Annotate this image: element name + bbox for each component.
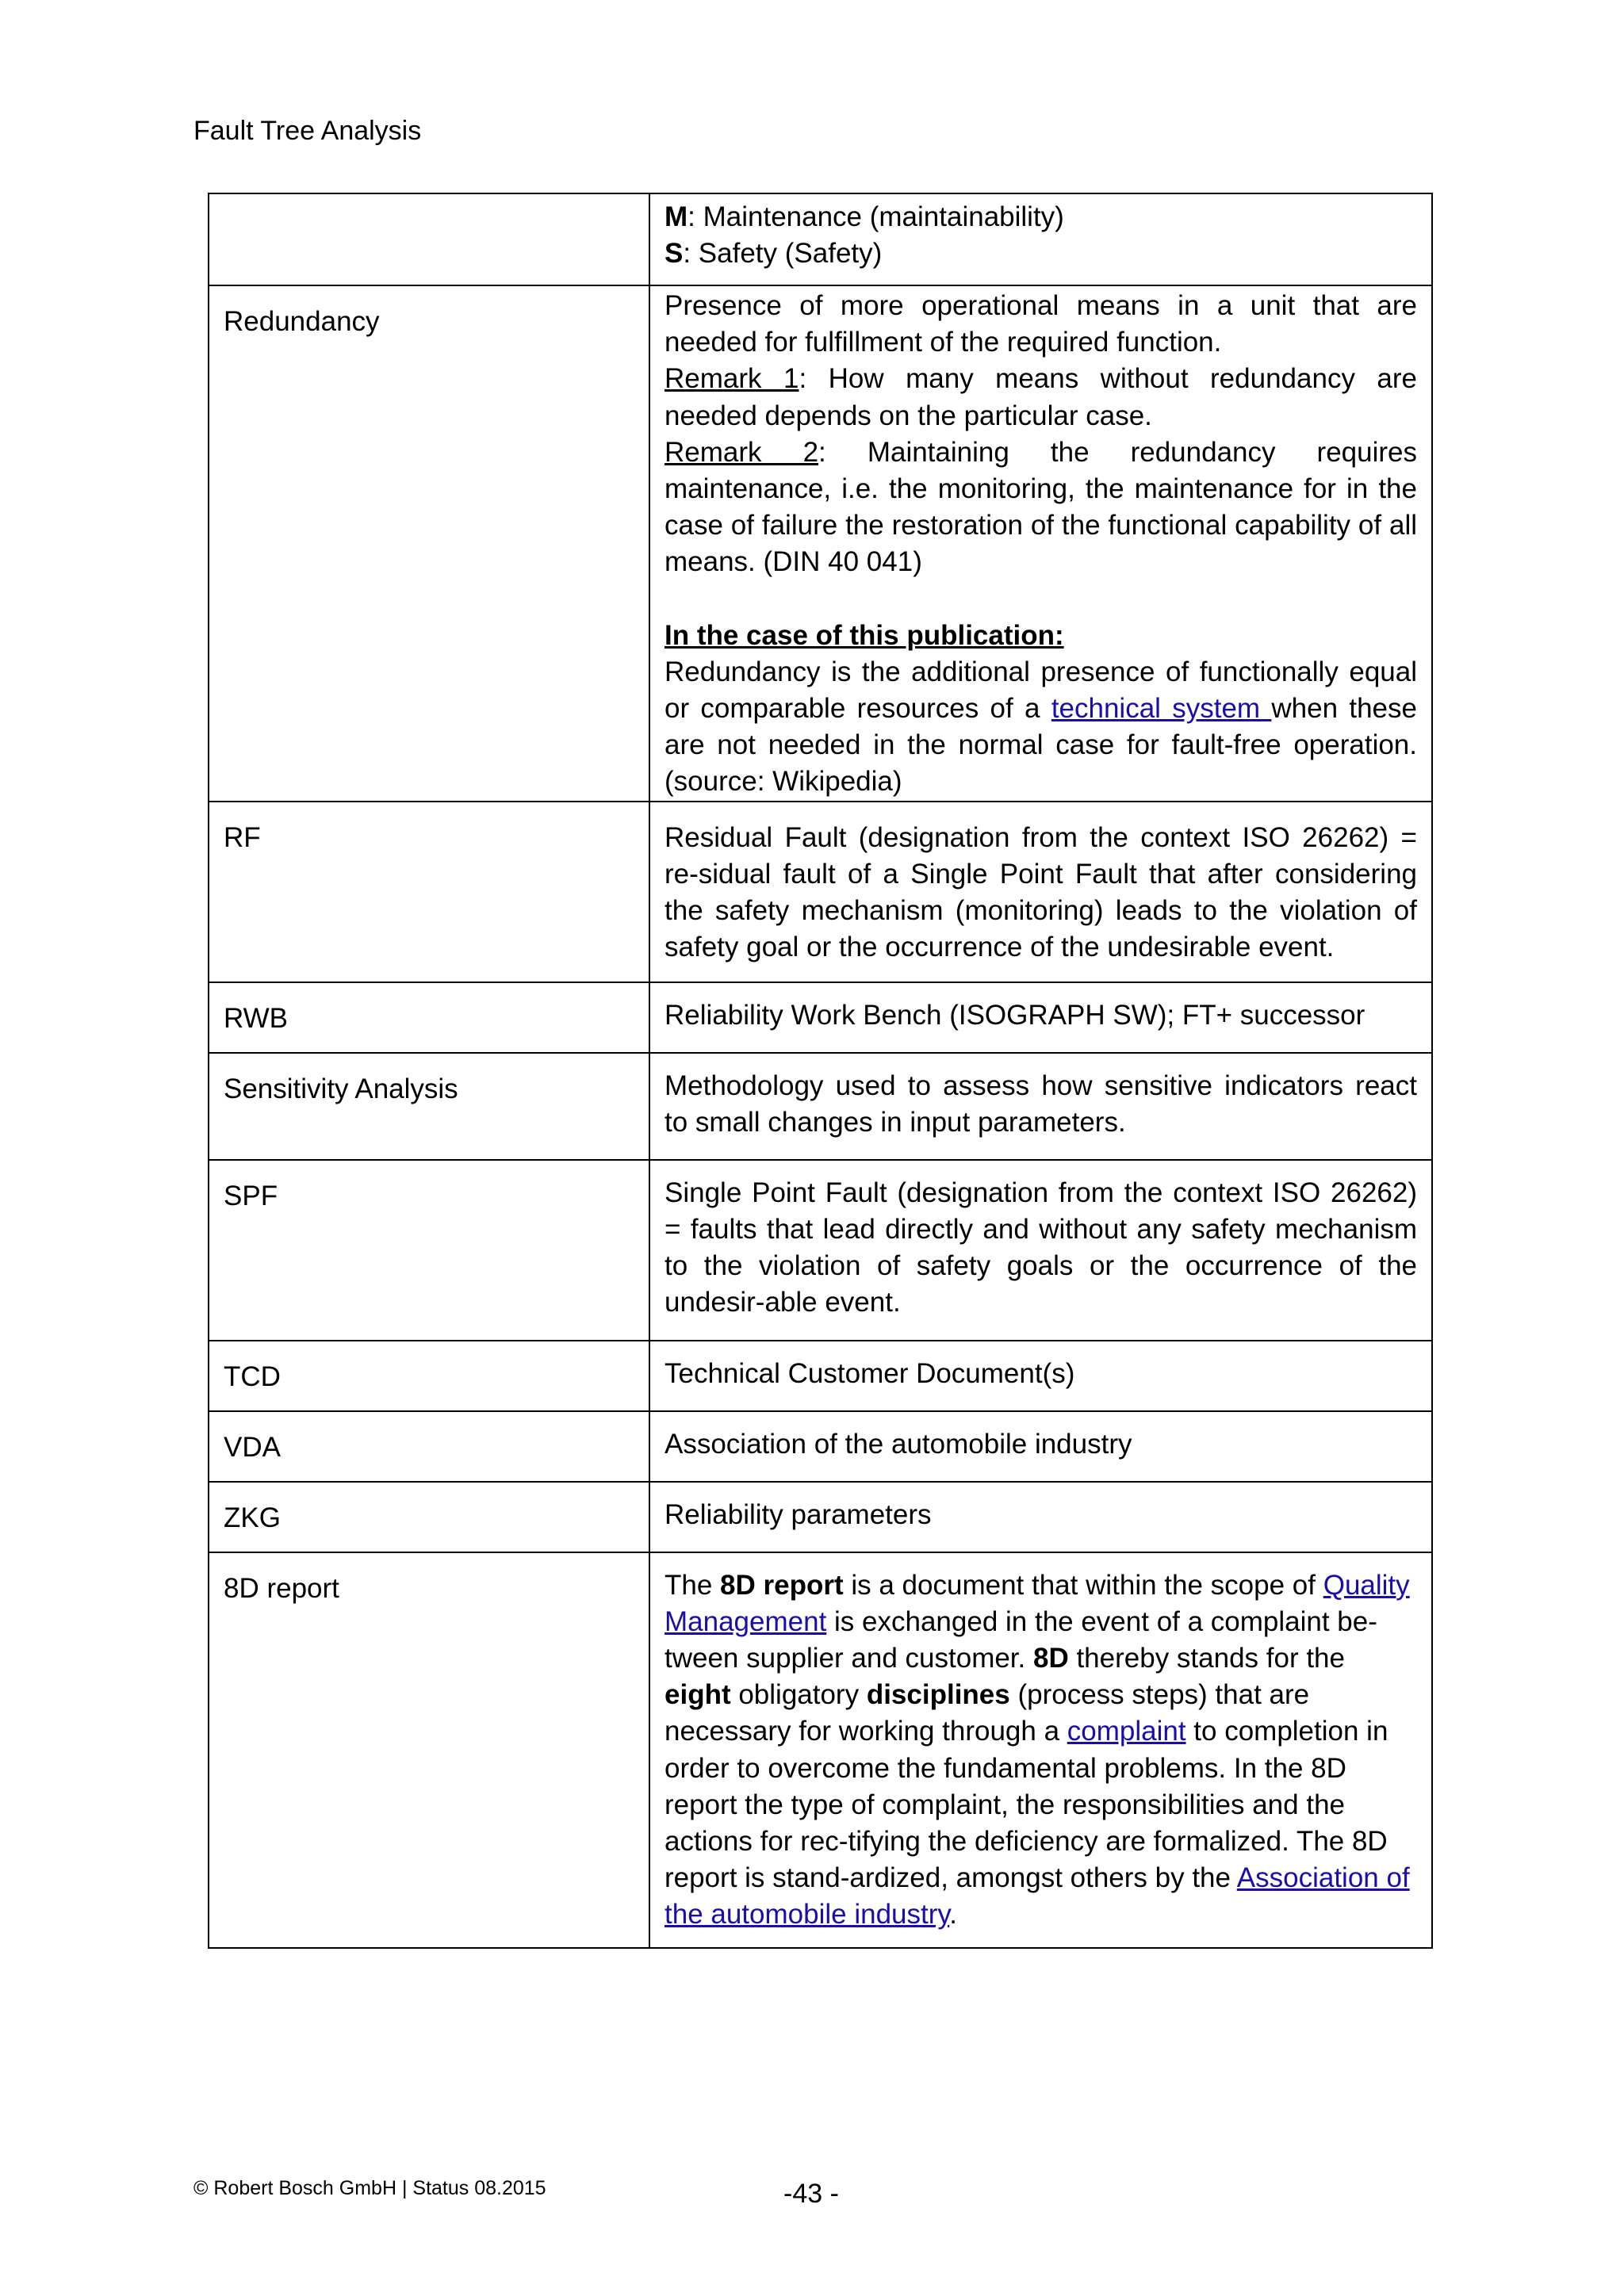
definition-text: to completion in order to overcome the fundamental problems. In the 8D report the type of complaint, the responsibilities and the actions for rec-tifying the deficiency are formalized. The 8D report is stand-ardized, amongst others by the [665, 1716, 1388, 1894]
remark-paragraph [665, 434, 1417, 581]
term-cell: RF [209, 802, 649, 982]
term-cell: Sensitivity Analysis [209, 1053, 649, 1160]
page-header-title: Fault Tree Analysis [193, 116, 422, 146]
table-row [209, 1341, 1432, 1411]
table-row [209, 982, 1432, 1053]
definition-cell [649, 1341, 1432, 1411]
remark-label: Remark 2 [665, 436, 819, 468]
abbrev-key: M [665, 201, 688, 232]
definition-text: (process steps) that are necessary for working through a [665, 1679, 1310, 1747]
table-row [209, 1482, 1432, 1552]
term-cell: Redundancy [209, 285, 649, 802]
definition-paragraph [665, 1567, 1417, 1934]
definition-cell [649, 1482, 1432, 1552]
glossary-table [208, 193, 1433, 1949]
definition-paragraph: Association of the automobile industry [665, 1428, 1132, 1460]
definition-line-safety [665, 235, 1417, 272]
definition-cell [649, 1411, 1432, 1482]
quality-management-link[interactable]: Quality Management [665, 1569, 1410, 1637]
term-cell: RWB [209, 982, 649, 1053]
bold-term: 8D report [720, 1569, 844, 1601]
term-cell [209, 193, 649, 285]
bold-term: disciplines [866, 1679, 1010, 1711]
definition-text: . [949, 1899, 958, 1931]
definition-paragraph [665, 654, 1417, 801]
definition-cell [649, 1053, 1432, 1160]
definition-text: when these are not needed in the normal case for fault-free operation. (source: Wikipedia) [665, 693, 1417, 798]
term-cell: ZKG [209, 1482, 649, 1552]
definition-cell [649, 1552, 1432, 1948]
table-row [209, 1411, 1432, 1482]
definition-text: thereby stands for the [1068, 1643, 1345, 1674]
table-row [209, 1160, 1432, 1341]
abbrev-text: : Maintenance (maintainability) [688, 201, 1064, 232]
definition-text: The [665, 1569, 721, 1601]
definition-paragraph: Methodology used to assess how sensitive indicators react to small changes in input parameters. [665, 1070, 1417, 1138]
definition-paragraph: Technical Customer Document(s) [665, 1357, 1075, 1389]
definition-cell [649, 802, 1432, 982]
definition-text: is a document that within the scope of [843, 1569, 1323, 1601]
bold-term: 8D [1032, 1643, 1069, 1674]
section-heading [665, 618, 1417, 654]
remark-label: Remark 1 [665, 363, 799, 395]
footer-copyright: © Robert Bosch GmbH | Status 08.2015 [193, 2177, 546, 2199]
definition-cell [649, 285, 1432, 802]
definition-paragraph: Presence of more operational means in a unit that are needed for fulfillment of the required function. [665, 290, 1417, 358]
definition-text: obligatory [730, 1679, 867, 1711]
heading-text: In the case of this publication: [665, 619, 1064, 651]
table-row [209, 1053, 1432, 1160]
table-row [209, 193, 1432, 285]
automobile-association-link[interactable]: Association of the automobile industry [665, 1862, 1410, 1931]
table-row [209, 802, 1432, 982]
definition-text: is exchanged in the event of a complaint be-tween supplier and customer. [665, 1605, 1377, 1674]
table-row [209, 285, 1432, 802]
definition-text: Redundancy is the additional presence of functionally equal or comparable resources of a [665, 656, 1417, 725]
definition-paragraph: Reliability Work Bench (ISOGRAPH SW); FT+ successor [665, 999, 1365, 1031]
definition-cell [649, 193, 1432, 285]
remark-text: : How many means without redundancy are needed depends on the particular case. [665, 363, 1417, 431]
table-row [209, 1552, 1432, 1948]
paragraph-gap [665, 581, 1417, 618]
definition-paragraph: Single Point Fault (designation from the context ISO 26262) = faults that lead directly and without any safety mechanism to the violation of safety goals or the occurrence of the undesir-able event. [665, 1177, 1417, 1318]
technical-system-link[interactable]: technical system [1051, 693, 1272, 725]
definition-cell [649, 1160, 1432, 1341]
term-cell: TCD [209, 1341, 649, 1411]
definition-cell [649, 982, 1432, 1053]
complaint-link[interactable]: complaint [1067, 1716, 1186, 1747]
abbrev-text: : Safety (Safety) [683, 238, 883, 270]
page-number: -43 - [783, 2179, 839, 2209]
definition-paragraph: Reliability parameters [665, 1498, 932, 1530]
remark-text: : Maintaining the redundancy requires maintenance, i.e. the monitoring, the maintenance for in the case of failure the restoration of the functional capability of all means. (DIN 40 041) [665, 436, 1417, 578]
bold-term: eight [665, 1679, 731, 1711]
remark-paragraph [665, 361, 1417, 434]
abbrev-key: S [665, 238, 684, 270]
definition-paragraph: Residual Fault (designation from the context ISO 26262) = re-sidual fault of a Single Point Fault that after considering the safety mechanism (monitoring) leads to the violation of safety goal or the occurrence of the undesirable event. [665, 821, 1417, 963]
definition-line-maintenance [665, 199, 1417, 235]
term-cell: SPF [209, 1160, 649, 1341]
term-cell: 8D report [209, 1552, 649, 1948]
term-cell: VDA [209, 1411, 649, 1482]
